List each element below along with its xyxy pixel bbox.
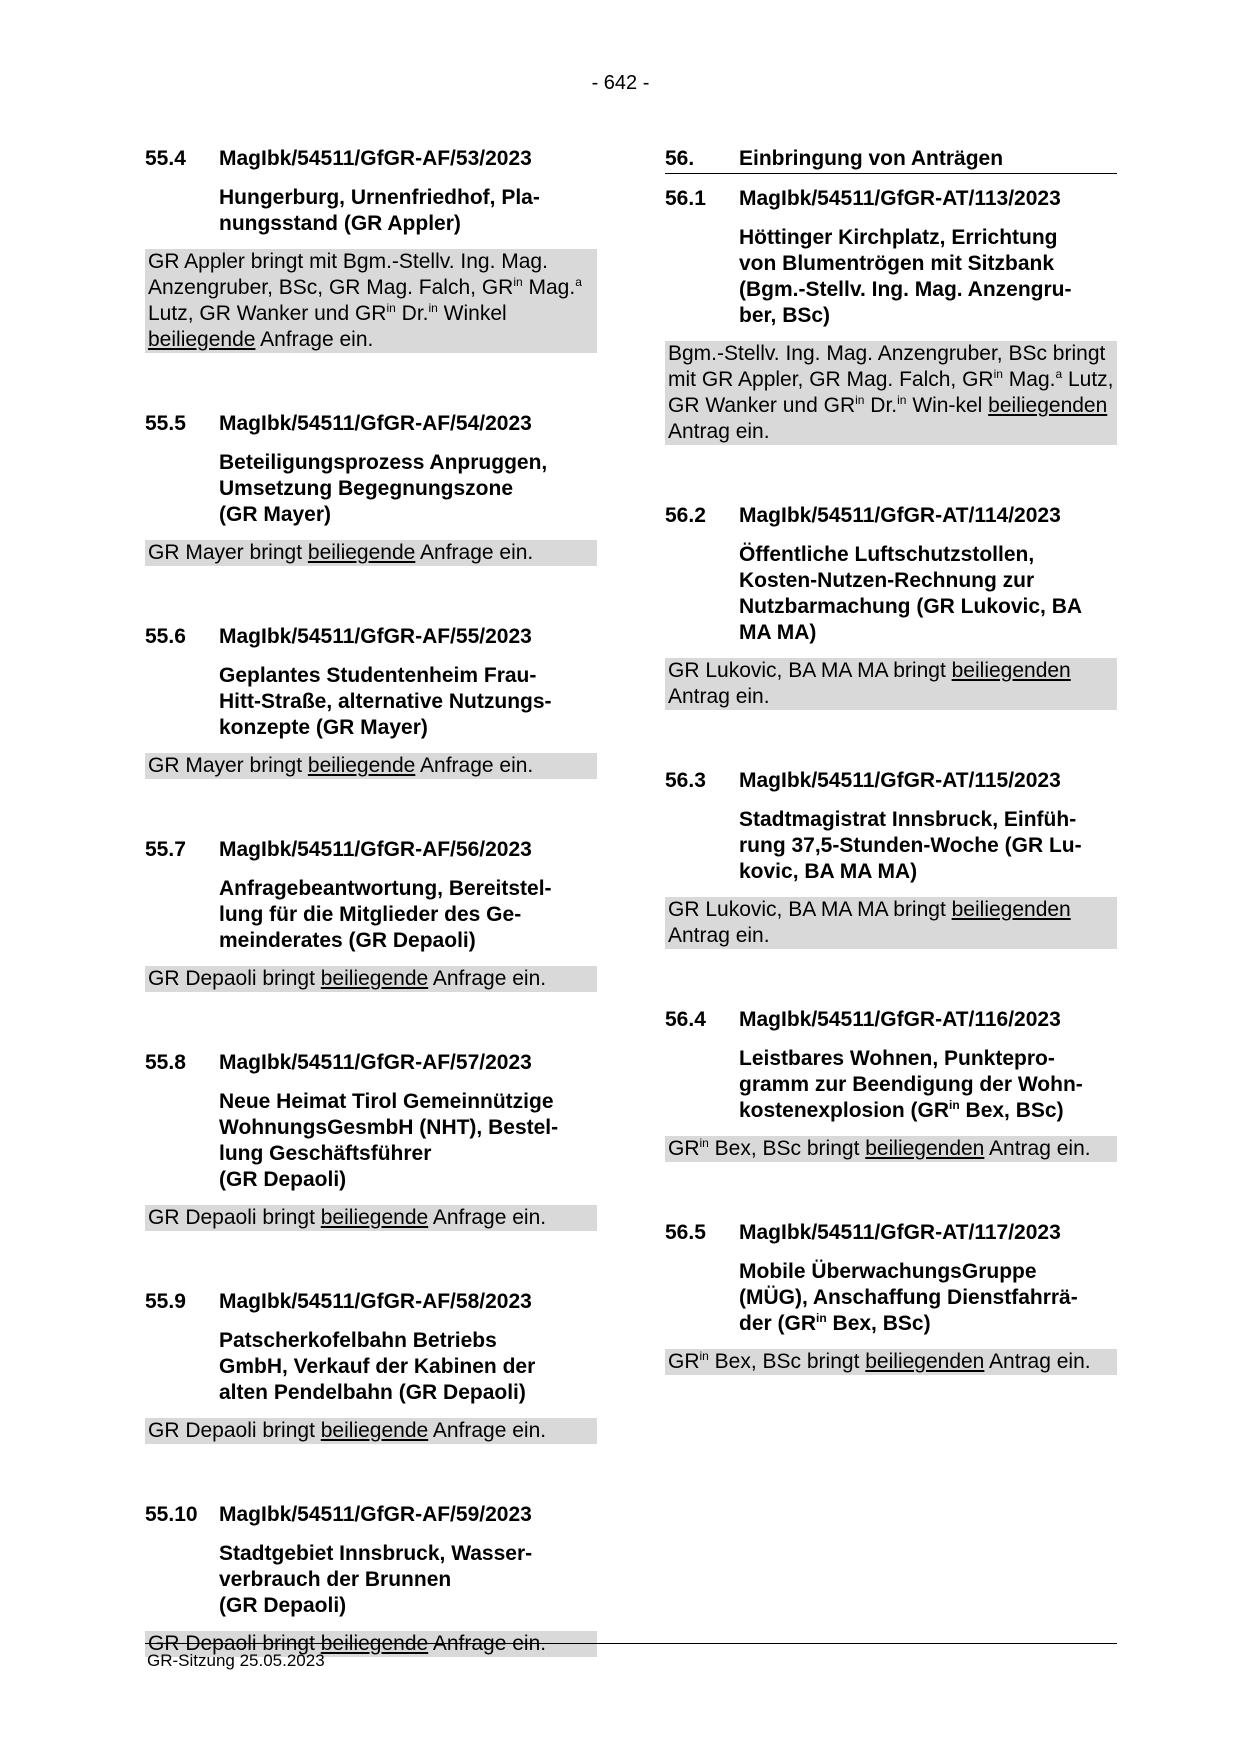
- item-heading: [145, 624, 597, 650]
- item-number: 56.1: [665, 187, 706, 210]
- item-body: GR Mayer bringt beiliegende Anfrage ein.: [145, 540, 597, 566]
- item-body: GR Depaoli bringt beiliegende Anfrage ein.: [145, 1418, 597, 1444]
- item-number: 55.5: [145, 412, 186, 435]
- item-title: Geplantes Studentenheim Frau- Hitt-Straße, alternative Nutzungs- konzepte (GR Mayer): [219, 664, 552, 739]
- item-title: Leistbares Wohnen, Punktepro- gramm zur Beendigung der Wohn- kostenexplosion ($GR^{in}$ Bex, BSc): [739, 1047, 1083, 1122]
- agenda-item: [145, 146, 597, 353]
- item-heading: [145, 1289, 597, 1315]
- item-reference: MagIbk/54511/GfGR-AT/113/2023: [739, 187, 1061, 210]
- item-title: Patscherkofelbahn Betriebs GmbH, Verkauf der Kabinen der alten Pendelbahn (GR Depaoli): [219, 1329, 536, 1404]
- item-title: Höttinger Kirchplatz, Errichtung von Blumentrögen mit Sitzbank (Bgm.-Stellv. Ing. Mag. Anzengru- ber, BSc): [739, 226, 1072, 327]
- footer-divider: [145, 1643, 1117, 1644]
- section-number: 56.: [665, 147, 695, 170]
- agenda-item: [665, 186, 1117, 445]
- item-body: GR Mayer bringt beiliegende Anfrage ein.: [145, 753, 597, 779]
- item-heading: [145, 411, 597, 437]
- item-number: 55.4: [145, 147, 186, 170]
- item-number: 55.8: [145, 1051, 186, 1074]
- item-title: Neue Heimat Tirol Gemeinnützige WohnungsGesmbH (NHT), Bestel- lung Geschäftsführer (GR Depaoli): [219, 1090, 559, 1191]
- item-body: GR Lukovic, BA MA MA bringt beiliegenden Antrag ein.: [665, 658, 1117, 710]
- item-number: 56.3: [665, 769, 706, 792]
- item-reference: MagIbk/54511/GfGR-AF/59/2023: [219, 1503, 532, 1526]
- item-reference: MagIbk/54511/GfGR-AT/116/2023: [739, 1008, 1061, 1031]
- agenda-item: [145, 837, 597, 992]
- section-heading: [665, 146, 1117, 174]
- item-heading: [145, 1050, 597, 1076]
- item-heading: [665, 1007, 1117, 1033]
- item-body: $GR^{in}$ Bex, BSc bringt beiliegenden Antrag ein.: [665, 1349, 1117, 1375]
- item-number: 55.10: [145, 1503, 198, 1526]
- item-heading: [145, 1502, 597, 1528]
- item-body: GR Depaoli bringt beiliegende Anfrage ein.: [145, 1205, 597, 1231]
- item-heading: [665, 768, 1117, 794]
- item-number: 55.7: [145, 838, 186, 861]
- item-reference: MagIbk/54511/GfGR-AF/53/2023: [219, 147, 532, 170]
- item-reference: MagIbk/54511/GfGR-AF/58/2023: [219, 1290, 532, 1313]
- agenda-item: [665, 1220, 1117, 1375]
- item-title: Beteiligungsprozess Anpruggen, Umsetzung Begegnungszone (GR Mayer): [219, 451, 548, 526]
- agenda-item: [145, 1050, 597, 1231]
- item-body: $GR^{in}$ Bex, BSc bringt beiliegenden Antrag ein.: [665, 1136, 1117, 1162]
- section-title: Einbringung von Anträgen: [739, 147, 1004, 170]
- item-reference: MagIbk/54511/GfGR-AT/117/2023: [739, 1221, 1061, 1244]
- item-body: GR Appler bringt mit Bgm.-Stellv. Ing. Mag. Anzengruber, BSc, GR Mag. Falch, $GR^{in}$ Mag.$^a$ Lutz, GR Wanker und $GR^{in}$ Dr.$^{in}$ Winkel beiliegende Anfrage ein.: [145, 249, 597, 353]
- item-title: Anfragebeantwortung, Bereitstel- lung für die Mitglieder des Ge- meinderates (GR Depaoli): [219, 877, 552, 952]
- item-heading: [665, 503, 1117, 529]
- item-body: GR Depaoli bringt beiliegende Anfrage ein.: [145, 966, 597, 992]
- agenda-item: [665, 1007, 1117, 1162]
- item-heading: [145, 146, 597, 172]
- item-reference: MagIbk/54511/GfGR-AF/54/2023: [219, 412, 532, 435]
- item-reference: MagIbk/54511/GfGR-AT/114/2023: [739, 504, 1061, 527]
- item-reference: MagIbk/54511/GfGR-AF/57/2023: [219, 1051, 532, 1074]
- item-number: 55.9: [145, 1290, 186, 1313]
- agenda-item: [145, 624, 597, 779]
- item-heading: [665, 186, 1117, 212]
- agenda-item: [145, 1502, 597, 1657]
- item-reference: MagIbk/54511/GfGR-AF/55/2023: [219, 625, 532, 648]
- item-title: Hungerburg, Urnenfriedhof, Pla- nungsstand (GR Appler): [219, 186, 540, 235]
- item-reference: MagIbk/54511/GfGR-AF/56/2023: [219, 838, 532, 861]
- agenda-item: [145, 411, 597, 566]
- item-title: Stadtmagistrat Innsbruck, Einfüh- rung 37,5-Stunden-Woche (GR Lu- kovic, BA MA MA): [739, 808, 1082, 883]
- item-heading: [665, 1220, 1117, 1246]
- left-column: [145, 146, 597, 1715]
- item-number: 55.6: [145, 625, 186, 648]
- agenda-item: [665, 503, 1117, 710]
- item-number: 56.5: [665, 1221, 706, 1244]
- item-number: 56.4: [665, 1008, 706, 1031]
- item-title: Öffentliche Luftschutzstollen, Kosten-Nutzen-Rechnung zur Nutzbarmachung (GR Lukovic, BA MA MA): [739, 543, 1083, 644]
- item-body: GR Lukovic, BA MA MA bringt beiliegenden Antrag ein.: [665, 897, 1117, 949]
- item-title: Stadtgebiet Innsbruck, Wasser- verbrauch der Brunnen (GR Depaoli): [219, 1542, 533, 1617]
- item-heading: [145, 837, 597, 863]
- agenda-item: [145, 1289, 597, 1444]
- footer-text: GR-Sitzung 25.05.2023: [147, 1651, 325, 1670]
- item-number: 56.2: [665, 504, 706, 527]
- item-title: Mobile ÜberwachungsGruppe (MÜG), Anschaffung Dienstfahrrä- der ($GR^{in}$ Bex, BSc): [739, 1260, 1078, 1335]
- page-number: - 642 -: [591, 72, 650, 94]
- right-column: [665, 146, 1117, 1433]
- item-body: GR Depaoli bringt beiliegende Anfrage ein.: [145, 1631, 597, 1657]
- item-reference: MagIbk/54511/GfGR-AT/115/2023: [739, 769, 1061, 792]
- item-body: Bgm.-Stellv. Ing. Mag. Anzengruber, BSc bringt mit GR Appler, GR Mag. Falch, $GR^{in}$ Mag.$^a$ Lutz, GR Wanker und $GR^{in}$ Dr.$^{in}$ Win-kel beiliegenden Antrag ein.: [665, 341, 1117, 445]
- agenda-item: [665, 768, 1117, 949]
